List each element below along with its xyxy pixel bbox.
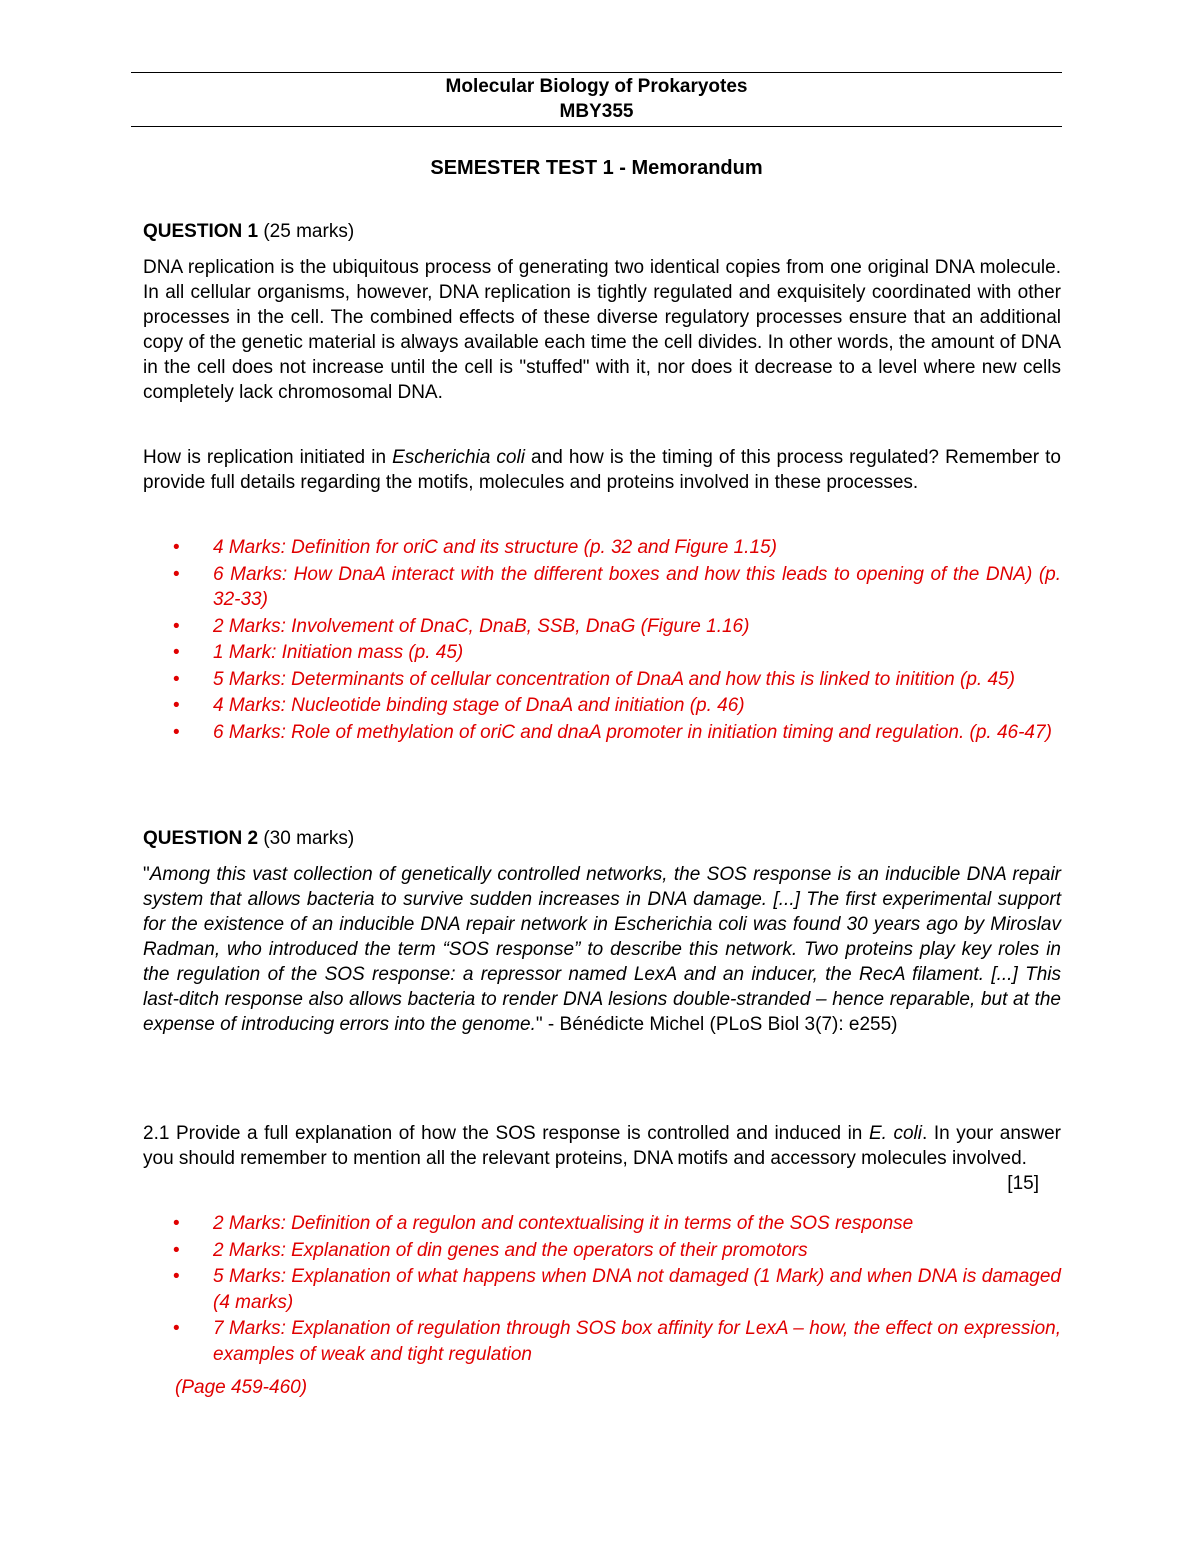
rubric-item: • 2 Marks: Definition of a regulon and contextualising it in terms of the SOS response: [143, 1211, 1061, 1237]
question-1-prompt-start: How is replication initiated in: [143, 447, 393, 468]
header-top-rule: [131, 72, 1062, 73]
course-code: MBY355: [559, 101, 634, 122]
question-1-marks: (25 marks): [263, 221, 355, 242]
question-2-1-marks: [15]: [1007, 1173, 1039, 1194]
question-1-paragraph-2: [143, 445, 1061, 495]
bullet-icon: •: [173, 1318, 180, 1339]
bullet-icon: •: [173, 1266, 180, 1287]
rubric-item: • 6 Marks: Role of methylation of oriC and dnaA promoter in initiation timing and regulation. (p. 46-47): [143, 720, 1061, 746]
rubric-item: • 1 Mark: Initiation mass (p. 45): [143, 640, 1061, 666]
question-2-rubric: [143, 1211, 1061, 1368]
question-1-paragraph-1: DNA replication is the ubiquitous process of generating two identical copies from one original DNA molecule. In all cellular organisms, however, DNA replication is tightly regulated and exquisitely coordinated with other processes in the cell. The combined effects of these diverse regulatory processes ensure that an additional copy of the genetic material is always available each time the cell divides. In other words, the amount of DNA in the cell does not increase until the cell is "stuffed" with it, nor does it decrease to a level where new cells completely lack chromosomal DNA.: [143, 257, 1061, 403]
test-title: SEMESTER TEST 1 - Memorandum: [430, 157, 763, 179]
quote-text: Among this vast collection of genetically controlled networks, the SOS response is an inducible DNA repair system that allows bacteria to survive sudden increases in DNA damage. [...] The first experimental support for the existence of an inducible DNA repair network in Escherichia coli was found 30 years ago by Miroslav Radman, who introduced the term “SOS response” to describe this network. Two proteins play key roles in the regulation of the SOS response: a repressor named LexA and an inducer, the RecA filament. [...] This last-ditch response also allows bacteria to render DNA lesions double-stranded – hence reparable, but at the expense of introducing errors into the genome.: [143, 864, 1061, 1035]
bullet-icon: •: [173, 668, 180, 690]
question-2-heading: [143, 826, 1061, 851]
rubric-item: • 2 Marks: Involvement of DnaC, DnaB, SSB, DnaG (Figure 1.16): [143, 614, 1061, 640]
page-reference: (Page 459-460): [175, 1377, 308, 1398]
bullet-icon: •: [173, 1239, 180, 1261]
quote-citation: - Bénédicte Michel (PLoS Biol 3(7): e255): [542, 1014, 898, 1035]
rubric-item: • 5 Marks: Determinants of cellular concentration of DnaA and how this is linked to initition (p. 45): [143, 667, 1061, 693]
question-2-marks: (30 marks): [263, 828, 355, 849]
question-1-prompt-end: and how is the timing of this process regulated? Remember to provide full details regarding the motifs, molecules and proteins involved in these processes.: [143, 447, 1061, 493]
bullet-icon: •: [173, 563, 180, 585]
question-1-heading: [143, 219, 1061, 244]
rubric-item: • 6 Marks: How DnaA interact with the different boxes and how this leads to opening of the DNA) (p. 32-33): [173, 563, 1061, 610]
question-2-species: E. coli: [868, 1123, 922, 1144]
bullet-icon: •: [173, 695, 180, 716]
bullet-icon: •: [173, 615, 180, 637]
rubric-item: • 4 Marks: Nucleotide binding stage of DnaA and initiation (p. 46): [143, 693, 1061, 719]
question-1-rubric: [143, 535, 1061, 746]
rubric-item: • 4 Marks: Definition for oriC and its structure (p. 32 and Figure 1.15): [143, 535, 1061, 561]
question-1-label: QUESTION 1: [143, 221, 259, 242]
bullet-icon: •: [173, 721, 180, 743]
course-title: Molecular Biology of Prokaryotes: [445, 76, 748, 97]
question-2-label: QUESTION 2: [143, 828, 259, 849]
rubric-item: • 5 Marks: Explanation of what happens when DNA not damaged (1 Mark) and when DNA is damaged (4 marks): [173, 1266, 1061, 1313]
question-2-quote: "Among this vast collection of genetically controlled networks, the SOS response is an inducible DNA repair system that allows bacteria to survive sudden increases in DNA damage. [...] The first experimental support for the existence of an inducible DNA repair network in Escherichia coli was found 30 years ago by Miroslav Radman, who introduced the term “SOS response” to describe this network. Two proteins play key roles in the regulation of the SOS response: a repressor named LexA and an inducer, the RecA filament. [...] This last-ditch response also allows bacteria to render DNA lesions double-stranded – hence reparable, but at the expense of introducing errors into the genome." - Bénédicte Michel (PLoS Biol 3(7): e255): [143, 864, 1061, 1035]
question-2-1-prompt: 2.1 Provide a full explanation of how the SOS response is controlled and induced in E. coli. In your answer you should remember to mention all the relevant proteins, DNA motifs and accessory molecules involved. [15]: [143, 1123, 1062, 1194]
rubric-item: • 2 Marks: Explanation of din genes and the operators of their promotors: [143, 1238, 1061, 1264]
rubric-item: • 7 Marks: Explanation of regulation through SOS box affinity for LexA – how, the effect on expression, examples of weak and tight regulation: [173, 1318, 1061, 1365]
bullet-icon: •: [173, 537, 180, 558]
question-1-species: Escherichia coli: [392, 447, 525, 468]
bullet-icon: •: [173, 1213, 180, 1234]
header-bottom-rule: [131, 126, 1062, 127]
bullet-icon: •: [173, 642, 180, 663]
